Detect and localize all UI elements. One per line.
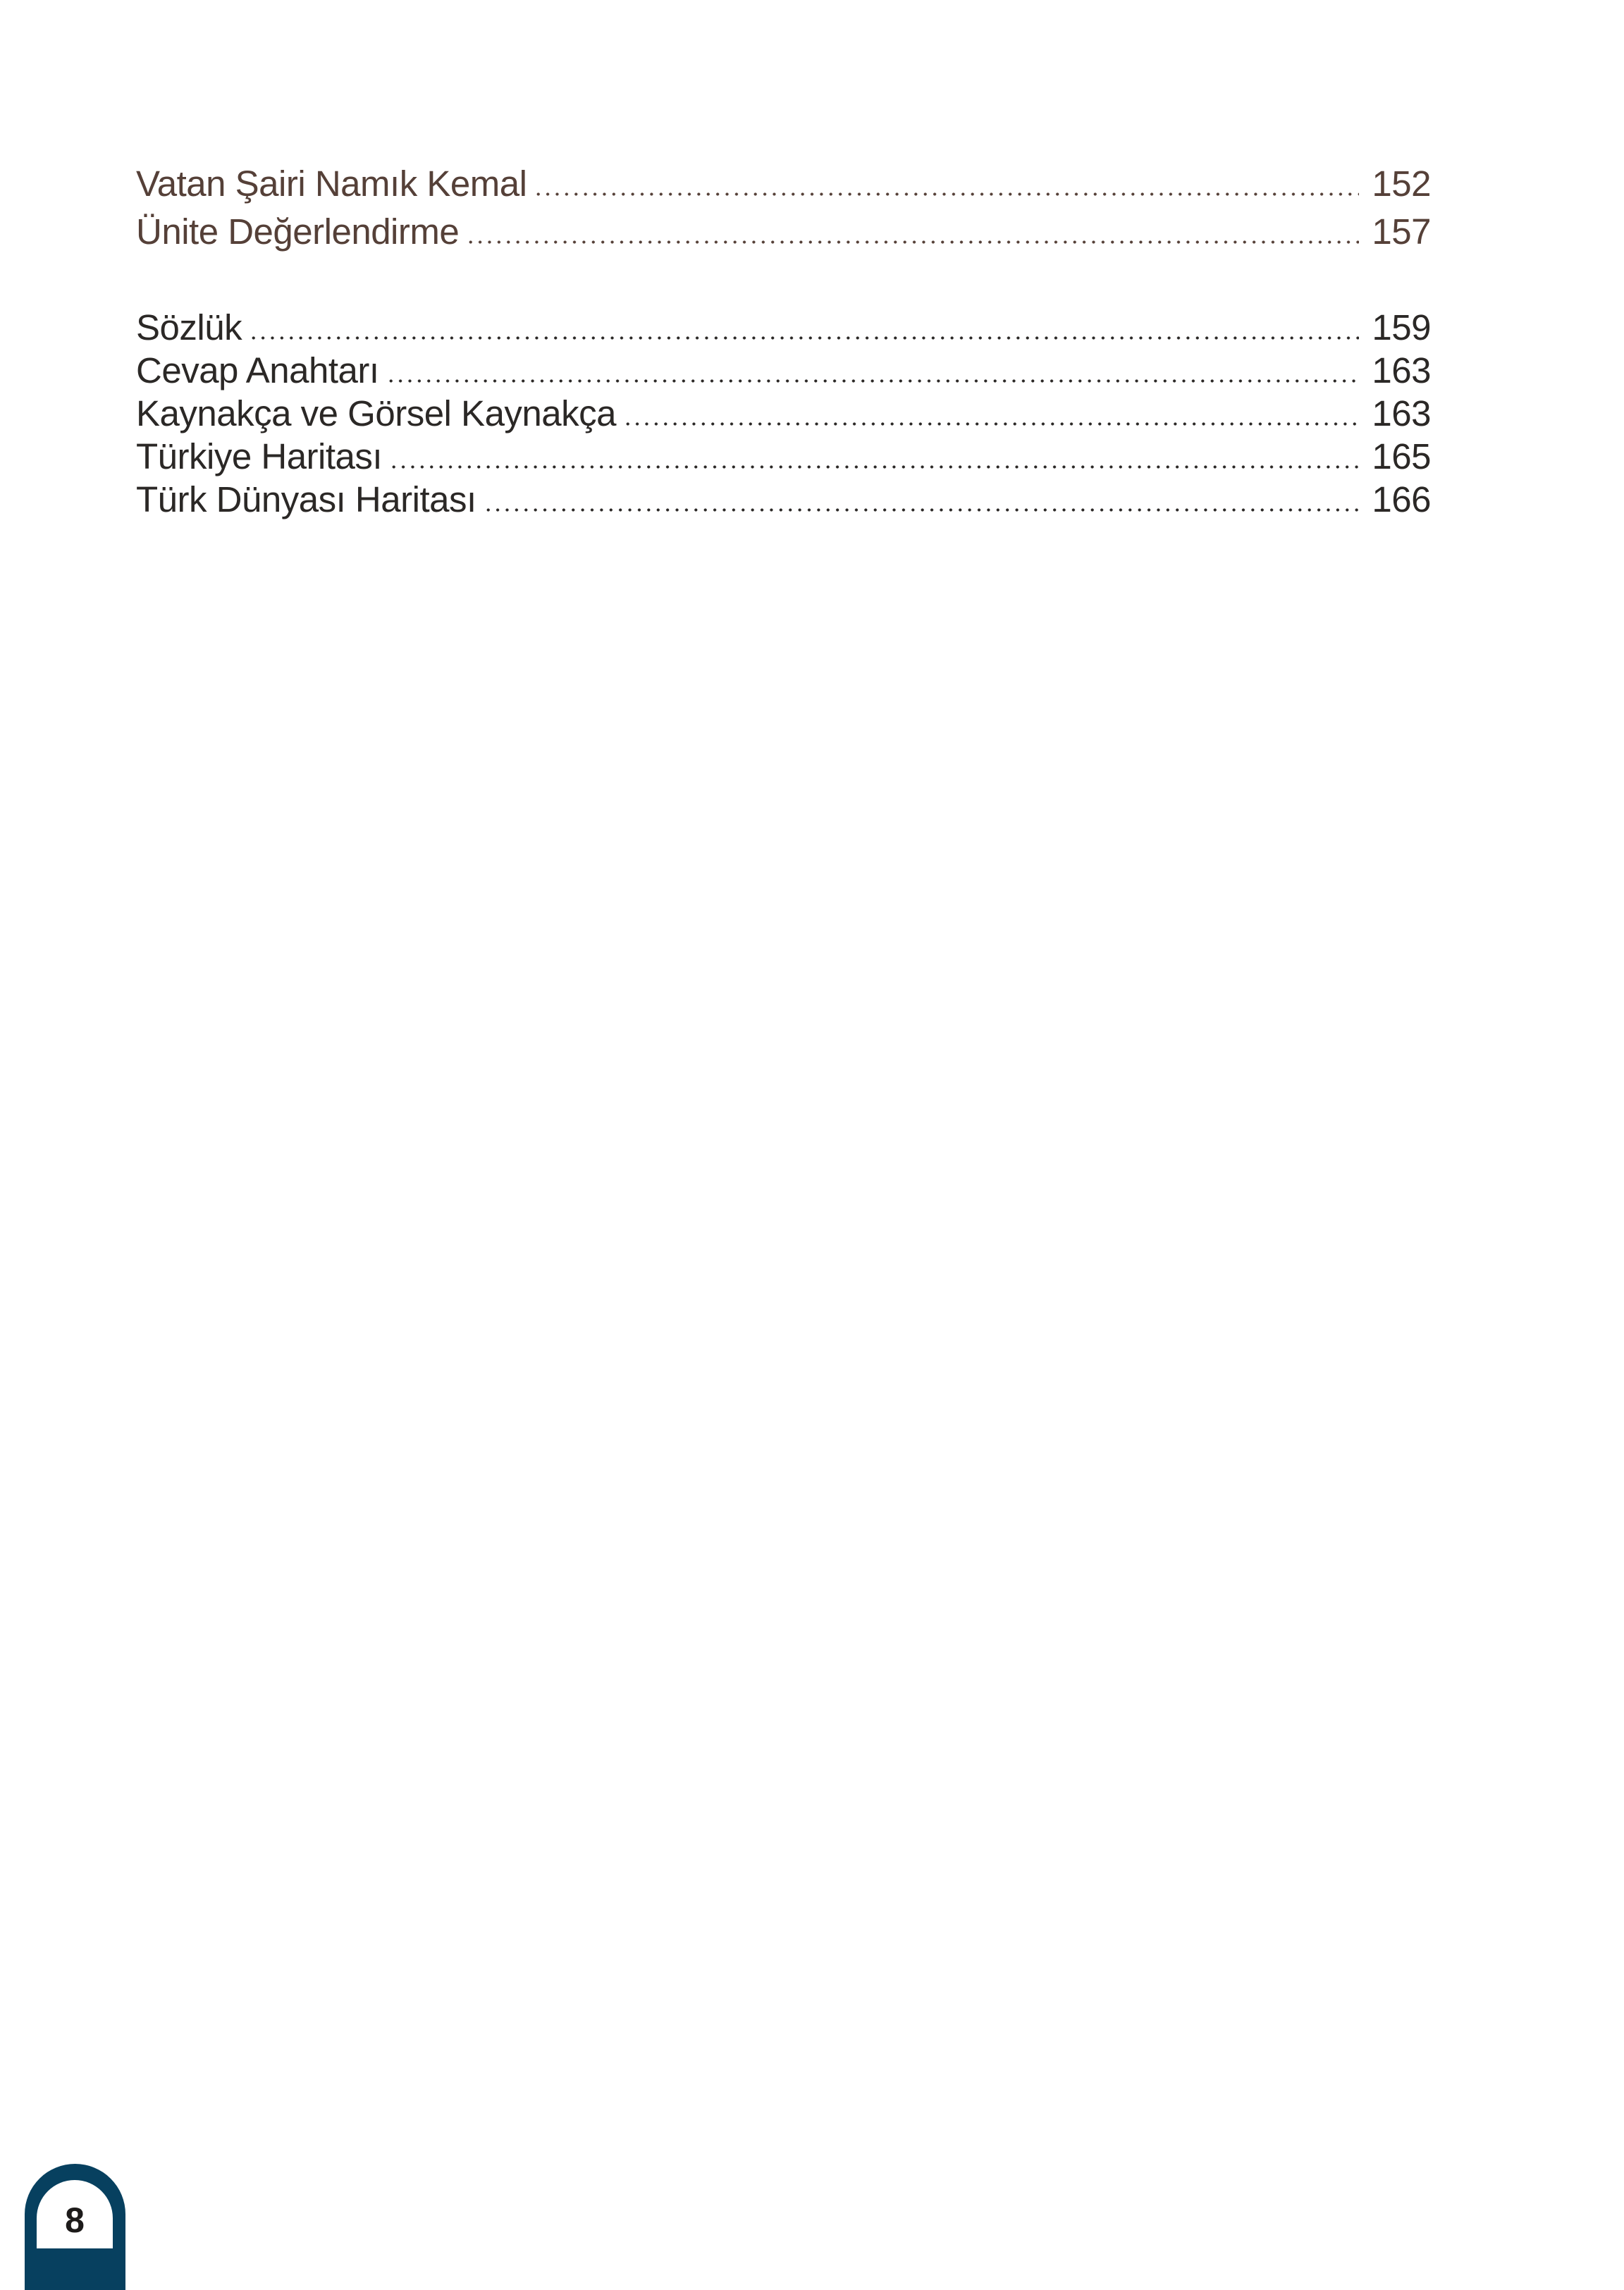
toc-entry-label: Vatan Şairi Namık Kemal	[136, 164, 527, 204]
toc-entry-page: 166	[1372, 479, 1431, 519]
toc-entry	[136, 349, 1431, 392]
dot-leader	[389, 465, 1359, 469]
toc-entry-page: 165	[1372, 436, 1431, 476]
toc-section-dark	[136, 306, 1431, 521]
toc-entry-label: Kaynakça ve Görsel Kaynakça	[136, 393, 617, 433]
toc-entry-label: Ünite Değerlendirme	[136, 211, 460, 252]
toc-entry-label: Türkiye Haritası	[136, 436, 383, 476]
page-number-badge	[25, 2164, 125, 2290]
dot-leader	[534, 192, 1359, 196]
page-number: 8	[65, 2200, 85, 2240]
toc-entry-page: 157	[1372, 211, 1431, 252]
toc-entry	[136, 478, 1431, 521]
toc-entry-page: 163	[1372, 393, 1431, 433]
toc-entry	[136, 435, 1431, 478]
toc-entry	[136, 392, 1431, 435]
dot-leader	[466, 240, 1359, 244]
page-number-badge-inner	[37, 2180, 113, 2248]
dot-leader	[386, 379, 1360, 383]
toc-entry-label: Cevap Anahtarı	[136, 350, 379, 390]
toc-entry-label: Sözlük	[136, 307, 242, 347]
toc-entry	[136, 208, 1431, 256]
toc-entry-page: 152	[1372, 164, 1431, 204]
dot-leader	[484, 508, 1360, 512]
toc-entry	[136, 306, 1431, 349]
toc-entry	[136, 160, 1431, 208]
toc-entry-page: 159	[1372, 307, 1431, 347]
toc-entry-page: 163	[1372, 350, 1431, 390]
toc-section-brown	[136, 160, 1431, 256]
dot-leader	[623, 422, 1359, 426]
dot-leader	[249, 336, 1359, 340]
toc-entry-label: Türk Dünyası Haritası	[136, 479, 476, 519]
